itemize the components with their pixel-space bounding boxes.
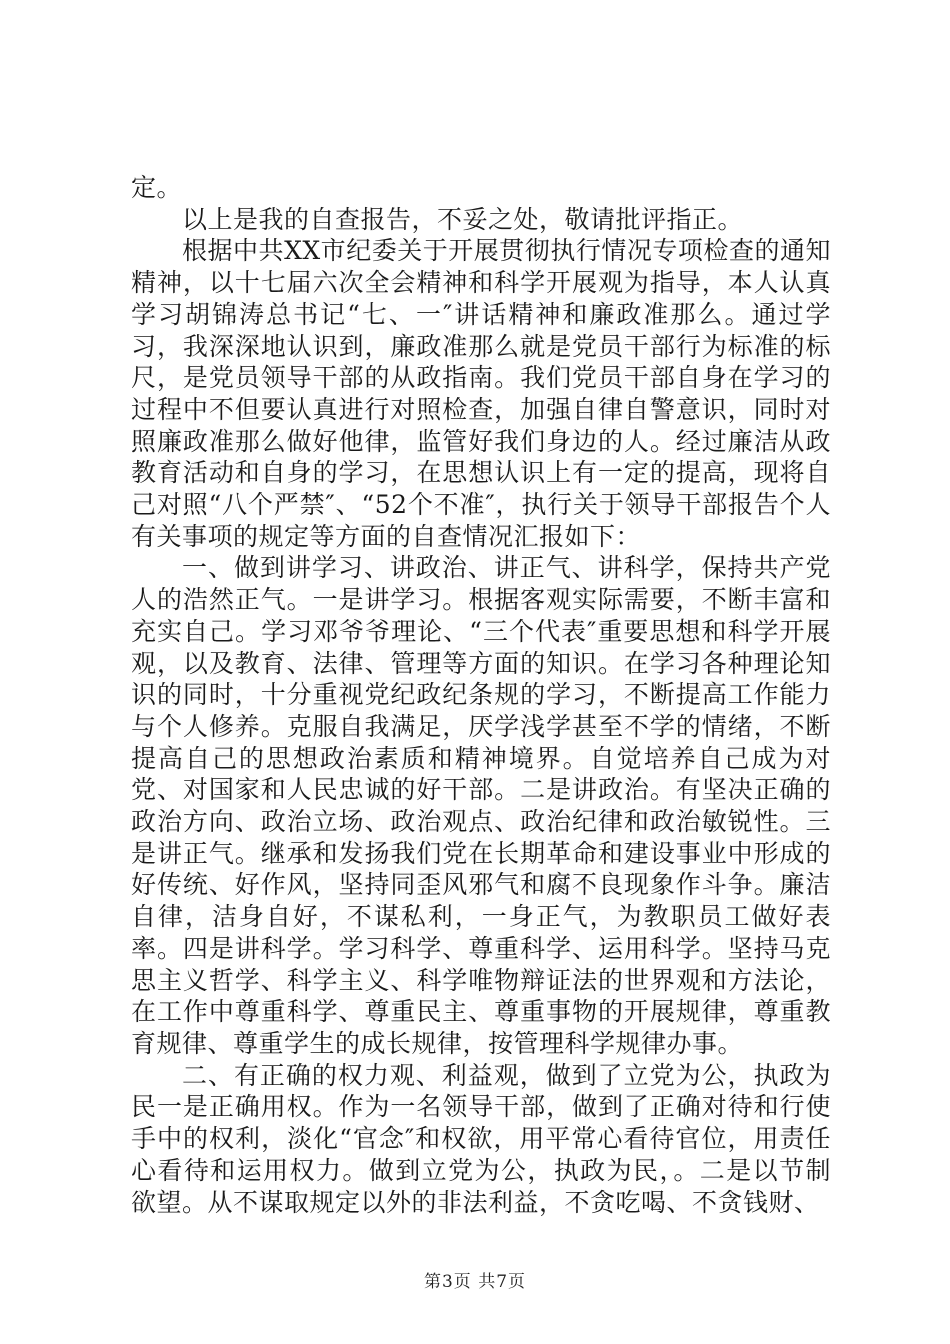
paragraph-3: 根据中共XX市纪委关于开展贯彻执行情况专项检查的通知精神，以十七届六次全会精神和科学开展观为指导，本人认真学习胡锦涛总书记“七、一″讲话精神和廉政准那么。通过学习，我深深地认识到，廉政准那么就是党员干部行为标准的标尺，是党员领导干部的从政指南。我们党员干部自身在学习的过程中不但要认真进行对照检查，加强自律自警意识，同时对照廉政准那么做好他律，监管好我们身边的人。经过廉洁从政教育活动和自身的学习，在思想认识上有一定的提高，现将自己对照“八个严禁″、“52个不准″，执行关于领导干部报告个人有关事项的规定等方面的自查情况汇报如下： xyxy=(131,236,831,551)
paragraph-4: 一、做到讲学习、讲政治、讲正气、讲科学，保持共产党人的浩然正气。一是讲学习。根据客观实际需要，不断丰富和充实自己。学习邓爷爷理论、“三个代表″重要思想和科学开展观，以及教育、法律、管理等方面的知识。在学习各种理论知识的同时，十分重视党纪政纪条规的学习，不断提高工作能力与个人修养。克服自我满足，厌学浅学甚至不学的情绪，不断提高自己的思想政治素质和精神境界。自觉培养自己成为对党、对国家和人民忠诚的好干部。二是讲政治。有坚决正确的政治方向、政治立场、政治观点、政治纪律和政治敏锐性。三是讲正气。继承和发扬我们党在长期革命和建设事业中形成的好传统、好作风，坚持同歪风邪气和腐不良现象作斗争。廉洁自律，洁身自好，不谋私利，一身正气，为教职员工做好表率。四是讲科学。学习科学、尊重科学、运用科学。坚持马克思主义哲学、科学主义、科学唯物辩证法的世界观和方法论，在工作中尊重科学、尊重民主、尊重事物的开展规律，尊重教育规律、尊重学生的成长规律，按管理科学规律办事。 xyxy=(131,553,831,1058)
page-number-footer: 第3页 共7页 xyxy=(423,1272,527,1292)
document-body xyxy=(131,172,831,1218)
paragraph-5: 二、有正确的权力观、利益观，做到了立党为公，执政为民一是正确用权。作为一名领导干部，做到了正确对待和行使手中的权利，淡化“官念″和权欲，用平常心看待官位，用责任心看待和运用权力。做到立党为公，执政为民，。二是以节制欲望。从不谋取规定以外的非法利益，不贪吃喝、不贪钱财、 xyxy=(131,1060,831,1217)
paragraph-1: 定。 xyxy=(131,173,183,202)
paragraph-2: 以上是我的自查报告，不妥之处，敬请批评指正。 xyxy=(182,204,744,234)
